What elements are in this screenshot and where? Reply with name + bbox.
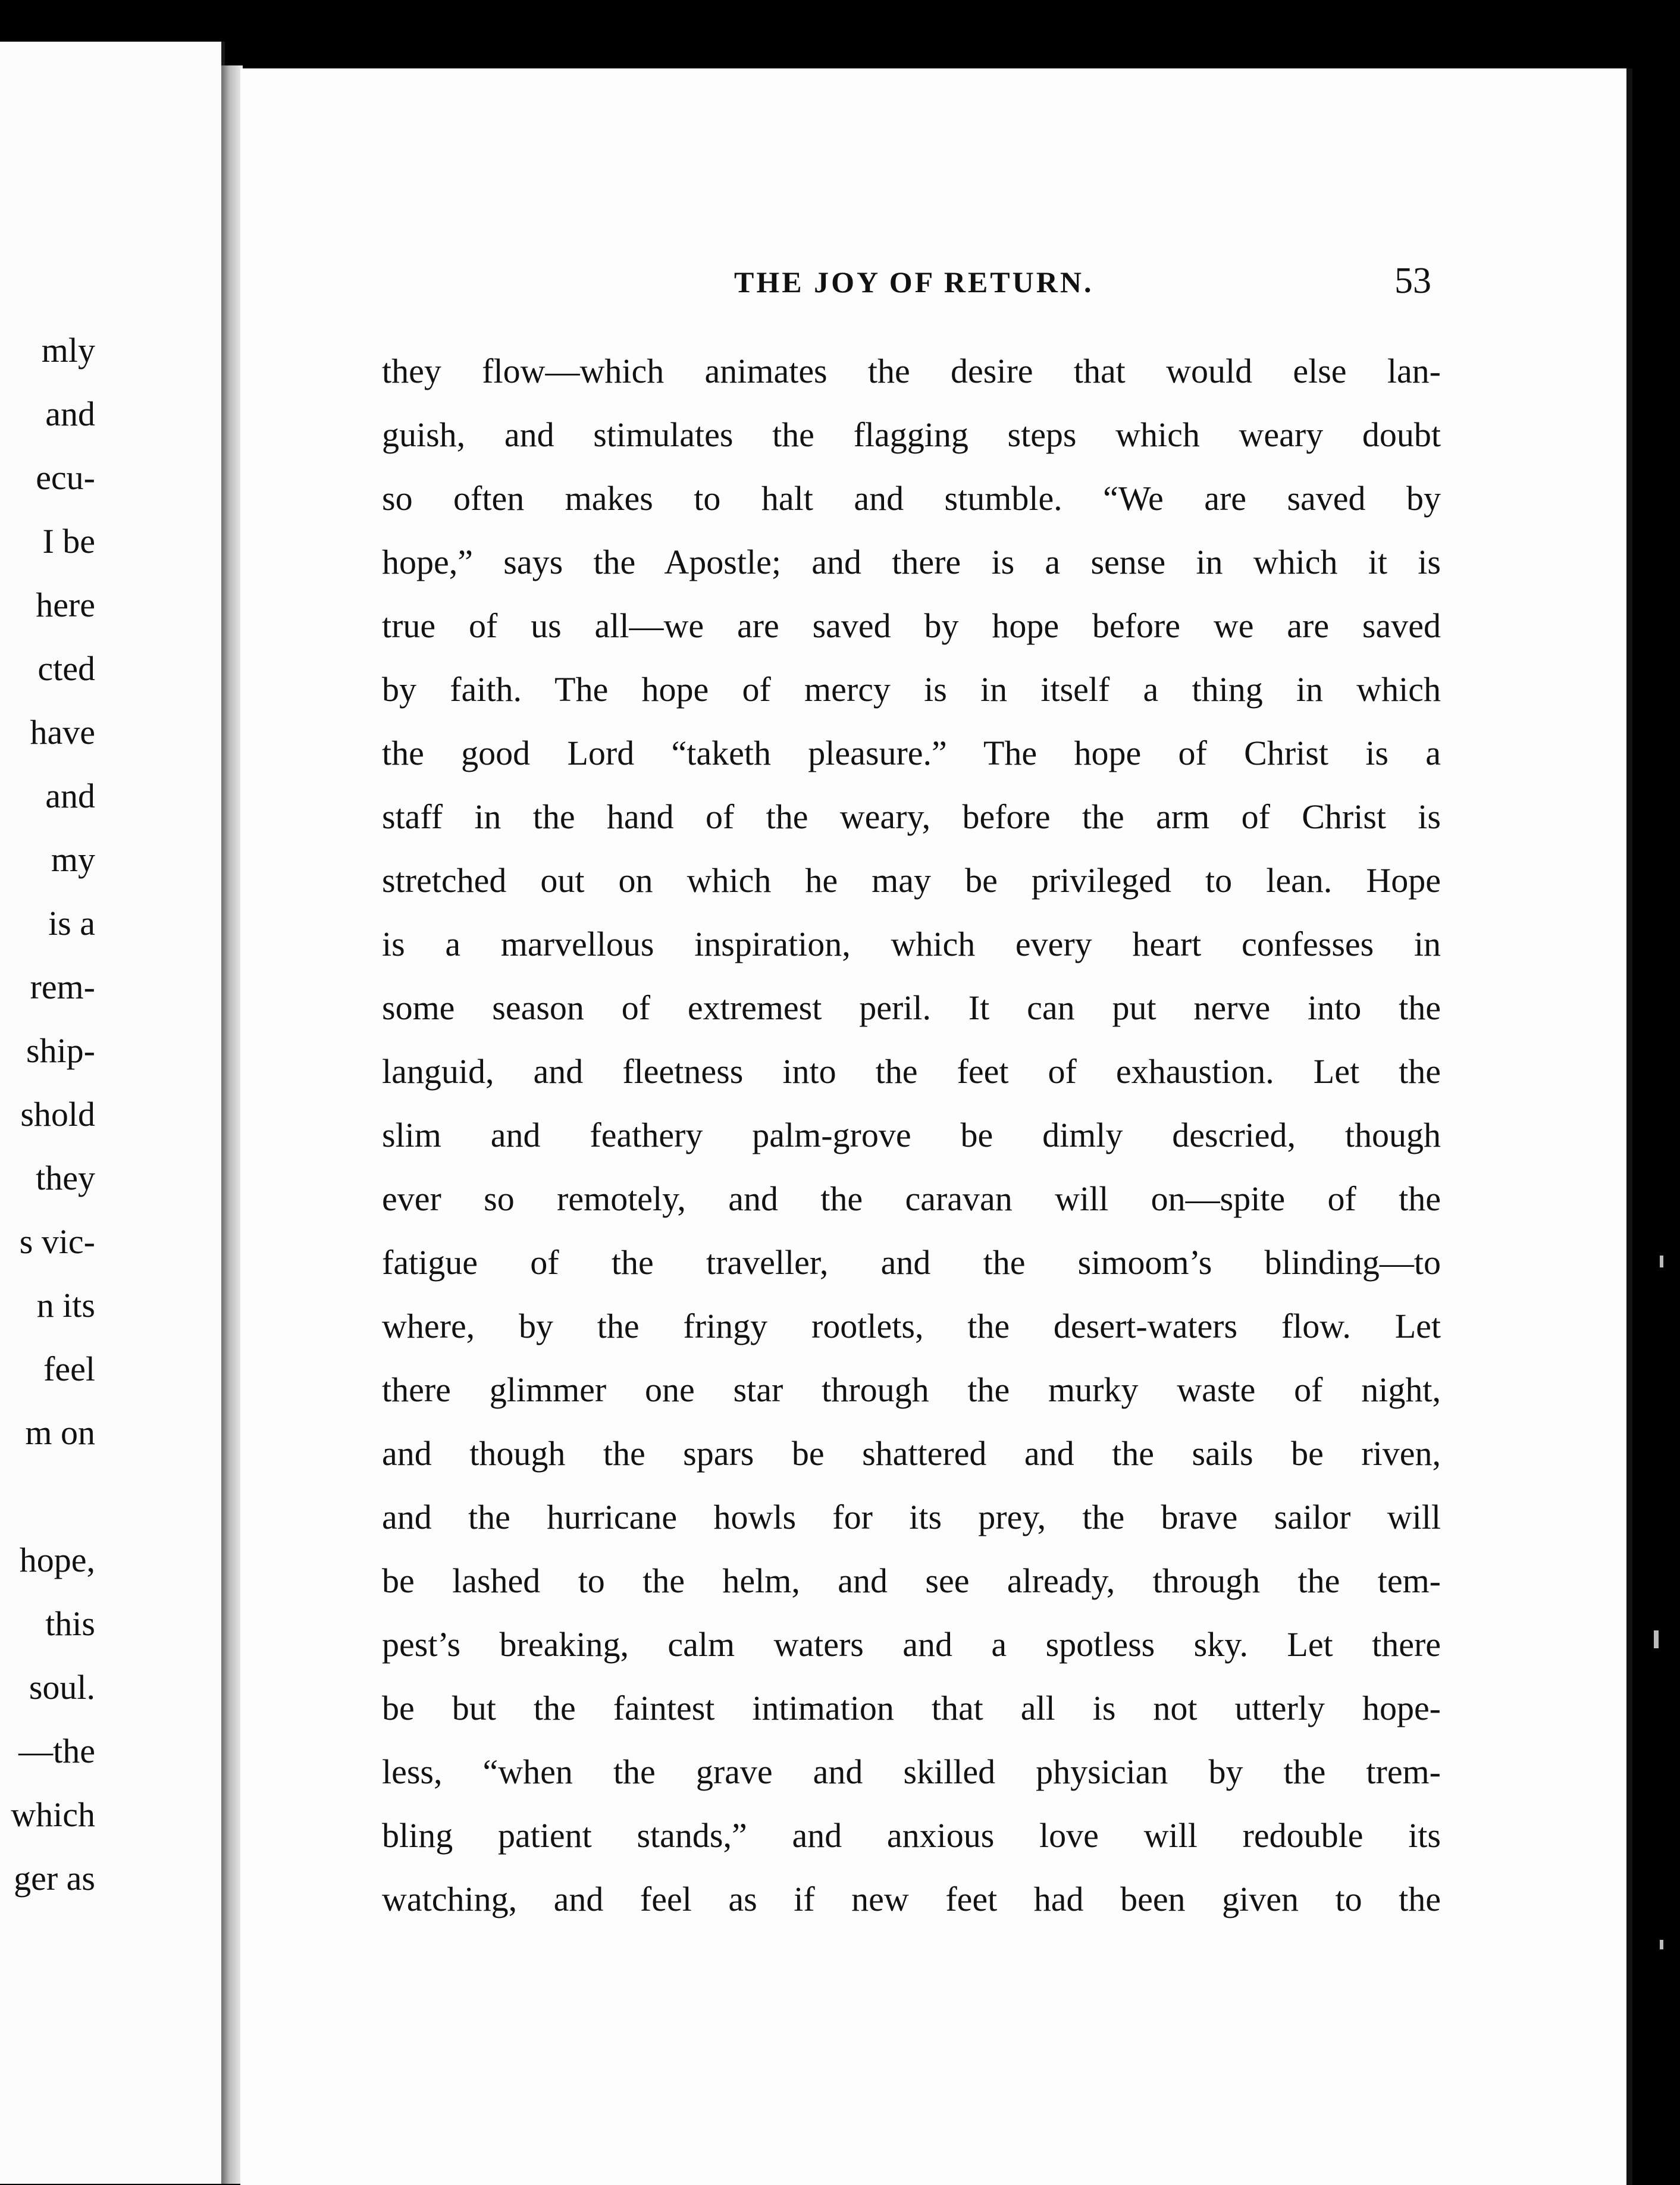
left-fragment: —the (18, 1732, 95, 1770)
text-line: guish, and stimulates the flagging steps which weary doubt (382, 415, 1441, 454)
text-line: is a marvellous inspiration, which every heart confesses in (382, 925, 1441, 963)
left-fragment: have (30, 713, 95, 752)
left-fragment: this (45, 1604, 95, 1643)
previous-page-text (0, 318, 95, 1910)
text-line: the good Lord “taketh pleasure.” The hope of Christ is a (382, 734, 1441, 772)
left-fragment: mly (41, 331, 95, 370)
left-fragment: hope, (19, 1541, 95, 1579)
left-fragment: m on (25, 1413, 95, 1452)
text-line: be but the faintest intimation that all is not utterly hope- (382, 1689, 1441, 1727)
previous-page-edge (0, 42, 225, 2184)
left-fragment (0, 1464, 95, 1528)
left-fragment: rem- (30, 968, 95, 1006)
text-line: pest’s breaking, calm waters and a spotless sky. Let there (382, 1625, 1441, 1664)
left-fragment: cted (37, 649, 95, 688)
left-fragment: here (36, 586, 95, 624)
text-line: some season of extremest peril. It can put nerve into the (382, 988, 1441, 1027)
text-line: where, by the fringy rootlets, the desert-waters flow. Let (382, 1307, 1441, 1345)
text-line: slim and feathery palm-grove be dimly descried, though (382, 1116, 1441, 1154)
text-line: there glimmer one star through the murky waste of night, (382, 1370, 1441, 1409)
left-fragment: ship- (26, 1031, 95, 1070)
scan-speck (1660, 1940, 1663, 1949)
page-number: 53 (1394, 261, 1431, 301)
scan-right-border (1632, 0, 1680, 2185)
left-fragment: soul. (29, 1668, 95, 1707)
left-fragment: feel (43, 1350, 95, 1388)
scan-top-border (0, 0, 1680, 77)
scan-speck (1654, 1630, 1659, 1648)
text-line: stretched out on which he may be privileged to lean. Hope (382, 861, 1441, 900)
text-line: watching, and feel as if new feet had been given to the (382, 1880, 1441, 1918)
left-fragment: they (36, 1159, 95, 1197)
left-fragment: ecu- (36, 458, 95, 497)
text-line: less, “when the grave and skilled physician by the trem- (382, 1752, 1441, 1791)
left-fragment: ger as (14, 1859, 95, 1898)
book-gutter-shadow (221, 65, 243, 2184)
text-line: they flow—which animates the desire that would else lan- (382, 352, 1441, 390)
text-line: and though the spars be shattered and the sails be riven, (382, 1434, 1441, 1473)
left-fragment: is a (48, 904, 95, 943)
text-line: fatigue of the traveller, and the simoom’s blinding—to (382, 1243, 1441, 1282)
left-fragment: shold (20, 1095, 95, 1134)
running-title: THE JOY OF RETURN. (734, 265, 1094, 299)
text-line: bling patient stands,” and anxious love will redouble its (382, 1816, 1441, 1855)
left-fragment: and (45, 395, 95, 433)
left-fragment: I be (42, 522, 95, 561)
book-page (240, 68, 1632, 2185)
left-fragment: my (51, 840, 95, 879)
left-fragment: n its (36, 1286, 95, 1325)
left-fragment: and (45, 777, 95, 815)
left-fragment: which (11, 1795, 95, 1834)
page-body (382, 339, 1441, 1931)
text-line: ever so remotely, and the caravan will on—spite of the (382, 1179, 1441, 1218)
text-line: be lashed to the helm, and see already, through the tem- (382, 1561, 1441, 1600)
text-line: true of us all—we are saved by hope before we are saved (382, 606, 1441, 645)
text-line: staff in the hand of the weary, before the arm of Christ is (382, 797, 1441, 836)
scan-speck (1660, 1256, 1663, 1267)
text-line: by faith. The hope of mercy is in itself a thing in which (382, 670, 1441, 709)
page-header (240, 261, 1626, 312)
text-line: so often makes to halt and stumble. “We are saved by (382, 479, 1441, 518)
text-line: languid, and fleetness into the feet of exhaustion. Let the (382, 1052, 1441, 1091)
left-fragment: s vic- (19, 1222, 95, 1261)
text-line: hope,” says the Apostle; and there is a sense in which it is (382, 543, 1441, 581)
text-line: and the hurricane howls for its prey, the brave sailor will (382, 1498, 1441, 1536)
